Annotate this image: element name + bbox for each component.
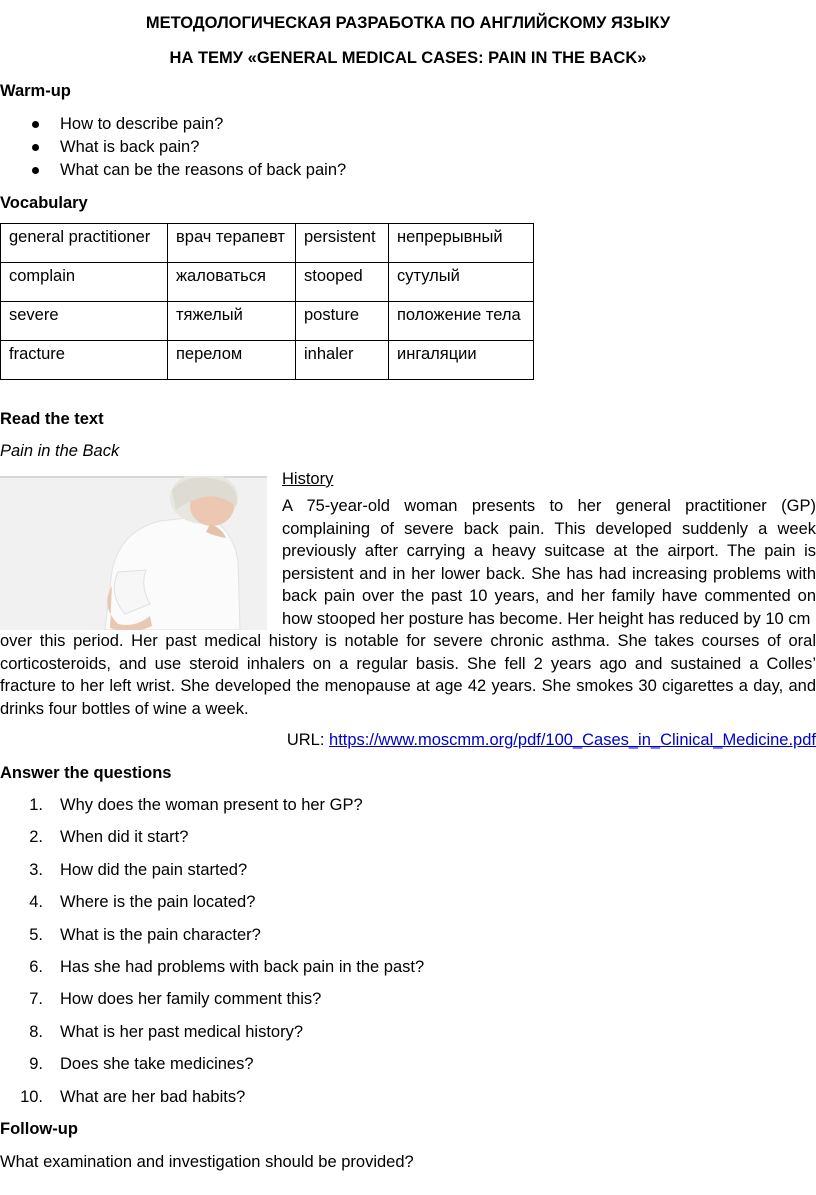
patient-photo — [0, 476, 267, 630]
list-item — [0, 860, 424, 892]
table-row — [1, 341, 534, 380]
list-item — [0, 1054, 424, 1086]
question-number: 1. — [29, 796, 43, 814]
list-item: What can be the reasons of back pain? — [0, 160, 346, 183]
table-cell: persistent — [296, 224, 389, 263]
table-cell: fracture — [1, 341, 168, 380]
table-cell: posture — [296, 302, 389, 341]
bullet-icon — [32, 121, 39, 128]
question-number: 5. — [29, 925, 43, 944]
followup-heading: Follow-up — [0, 1120, 78, 1138]
question-number: 10. — [20, 1087, 43, 1106]
bullet-icon — [32, 144, 39, 151]
questions-heading: Answer the questions — [0, 764, 172, 782]
list-item — [0, 925, 424, 957]
list-item — [0, 827, 424, 859]
table-cell: жаловаться — [168, 263, 296, 302]
question-text: What are her bad habits? — [60, 1087, 246, 1106]
elderly-woman-illustration — [0, 476, 267, 630]
list-item — [0, 1087, 424, 1119]
table-row — [1, 224, 534, 263]
read-text-heading: Read the text — [0, 410, 104, 428]
list-item: What is back pain? — [0, 137, 346, 160]
question-text: How does her family comment this? — [60, 990, 322, 1009]
text-subtitle: Pain in the Back — [0, 442, 120, 460]
question-number: 7. — [29, 990, 43, 1009]
warmup-list — [0, 114, 346, 183]
table-cell: сутулый — [389, 263, 534, 302]
question-number: 2. — [29, 828, 43, 847]
question-number: 4. — [29, 893, 43, 912]
question-text: What is her past medical history? — [60, 1022, 304, 1041]
question-text: What is the pain character? — [60, 925, 261, 944]
vocabulary-table — [0, 223, 534, 380]
table-cell: inhaler — [296, 341, 389, 380]
document-title-line2: НА ТЕМУ «GENERAL MEDICAL CASES: PAIN IN THE BACK» — [169, 49, 647, 67]
list-item — [0, 989, 424, 1021]
table-cell: general practitioner — [1, 224, 168, 263]
table-cell: severe — [1, 302, 168, 341]
followup-text: What examination and investigation should be provided? — [0, 1153, 414, 1171]
history-label: History — [282, 470, 334, 488]
table-cell: непрерывный — [389, 224, 534, 263]
question-text: How did the pain started? — [60, 860, 248, 879]
table-row — [1, 263, 534, 302]
list-item — [0, 1022, 424, 1054]
question-text: When did it start? — [60, 828, 189, 847]
question-text: Where is the pain located? — [60, 893, 256, 912]
warmup-heading: Warm-up — [0, 82, 71, 100]
list-item — [0, 795, 424, 827]
bullet-icon — [32, 167, 39, 174]
table-cell: перелом — [168, 341, 296, 380]
vocabulary-heading: Vocabulary — [0, 194, 88, 212]
table-cell: ингаляции — [389, 341, 534, 380]
table-row — [1, 302, 534, 341]
question-number: 3. — [29, 860, 43, 879]
questions-list — [0, 795, 424, 1119]
table-cell: положение тела — [389, 302, 534, 341]
question-text: Has she had problems with back pain in the past? — [60, 957, 425, 976]
question-text: Why does the woman present to her GP? — [60, 796, 363, 814]
question-number: 6. — [29, 957, 43, 976]
history-paragraph-part1: A 75-year-old woman presents to her general practitioner (GP) complaining of severe back pain. This developed suddenly a week previously after carrying a heavy suitcase at the airport. The pain is persistent and in her lower back. She has had increasing problems with back pain over the past 10 years, and her family have commented on how stooped her posture has become. Her height has reduced by 10 cm — [282, 497, 816, 628]
source-url-link[interactable]: https://www.moscmm.org/pdf/100_Cases_in_Clinical_Medicine.pdf — [329, 731, 816, 749]
list-item — [0, 957, 424, 989]
table-cell: complain — [1, 263, 168, 302]
url-label: URL: — [286, 731, 330, 749]
question-number: 8. — [29, 1022, 43, 1041]
list-item: How to describe pain? — [0, 114, 346, 137]
table-cell: stooped — [296, 263, 389, 302]
document-title-line1: МЕТОДОЛОГИЧЕСКАЯ РАЗРАБОТКА ПО АНГЛИЙСКОМУ ЯЗЫКУ — [145, 14, 671, 32]
table-cell: тяжелый — [168, 302, 296, 341]
list-item — [0, 892, 424, 924]
question-number: 9. — [29, 1055, 43, 1074]
question-text: Does she take medicines? — [60, 1055, 254, 1074]
history-paragraph-part2: over this period. Her past medical history is notable for severe chronic asthma. She takes courses of oral corticosteroids, and use steroid inhalers on a regular basis. She fell 2 years ago and sustained a Colles’ fracture to her left wrist. She developed the menopause at age 42 years. She smokes 30 cigarettes a day, and drinks four bottles of wine a week. — [0, 632, 816, 718]
source-url-line — [287, 730, 816, 750]
table-cell: врач терапевт — [168, 224, 296, 263]
